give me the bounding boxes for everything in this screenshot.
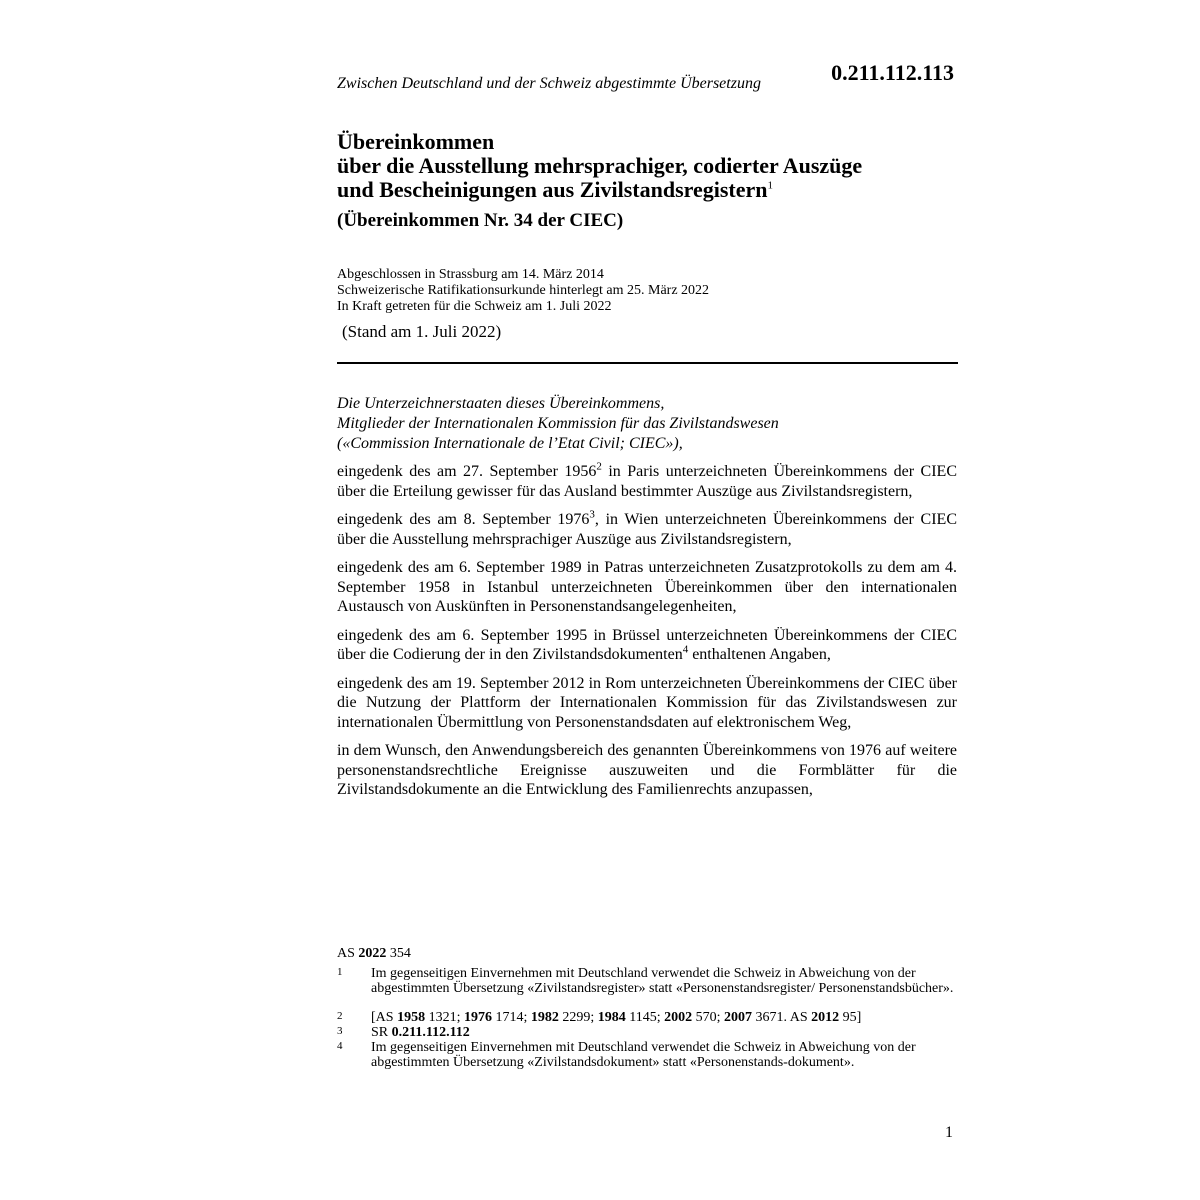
header-divider <box>337 362 958 364</box>
footnote-4 <box>337 1040 957 1070</box>
fn2-year: 1982 <box>530 1010 559 1025</box>
preamble-paragraph-1 <box>337 462 957 501</box>
footnote-text: Im gegenseitigen Einvernehmen mit Deutschland verwendet die Schweiz in Abweichung von der abgestimmten Übersetzung «Zivilstandsdokument» statt «Personenstands-dokument». <box>371 1040 916 1070</box>
footnote-ref-3: 3 <box>589 508 595 521</box>
title-line-3-text: und Bescheinigungen aus Zivilstandsregistern <box>337 177 768 202</box>
page-number: 1 <box>945 1124 953 1141</box>
preamble-paragraph-5: eingedenk des am 19. September 2012 in Rom unterzeichneten Übereinkommens der CIEC über die Nutzung der Plattform der Internationalen Kommission für das Zivilstandswesen zur internationalen Übermittlung von Personenstandsdaten auf elektronischem Weg, <box>337 674 957 731</box>
fn2-year: 1976 <box>463 1010 492 1025</box>
fn3-prefix: SR <box>371 1025 392 1040</box>
fn2-part: 95] <box>839 1010 862 1025</box>
as-year: 2022 <box>358 946 387 961</box>
fn2-part: 1321; <box>425 1010 464 1025</box>
translation-note: Zwischen Deutschland und der Schweiz abgestimmte Übersetzung <box>337 75 761 92</box>
footnote-text <box>371 1010 957 1025</box>
document-page <box>337 0 957 1200</box>
preamble-paragraph-4 <box>337 626 957 665</box>
paragraph-text: enthaltenen Angaben, <box>688 646 831 663</box>
document-title <box>337 130 957 202</box>
fn2-part: 1145; <box>625 1010 665 1025</box>
fn2-year: 1958 <box>397 1010 426 1025</box>
paragraph-text: eingedenk des am 8. September 1976 <box>337 511 590 528</box>
footnote-number: 1 <box>337 966 343 978</box>
as-reference <box>337 946 411 962</box>
date-concluded: Abgeschlossen in Strassburg am 14. März 2014 <box>337 267 604 282</box>
preamble-paragraph-3: eingedenk des am 6. September 1989 in Patras unterzeichneten Zusatzprotokolls zu dem am 4. September 1958 in Istanbul unterzeichneten Übereinkommen über den internationalen Austausch von Auskünften in Personenstandsangelegenheiten, <box>337 559 957 615</box>
preamble-paragraphs <box>337 462 957 809</box>
paragraph-text: in Paris unterzeichneten Übereinkommens der CIEC über die Erteilung gewisser für das Ausland bestimmter Auszüge aus Zivilstandsregistern, <box>337 463 958 500</box>
preamble-paragraph-6: in dem Wunsch, den Anwendungsbereich des genannten Übereinkommens von 1976 auf weitere personenstandsrechtliche Ereignisse auszuweiten und die Formblätter für die Zivilstandsdokumente an die Entwicklung des Familienrechts anzupassen, <box>337 742 957 798</box>
preamble-paragraph-2 <box>337 510 957 549</box>
fn2-part: 570; <box>692 1010 724 1025</box>
paragraph-text: eingedenk des am 27. September 1956 <box>337 463 597 480</box>
date-ratification: Schweizerische Ratifikationsurkunde hinterlegt am 25. März 2022 <box>337 283 710 298</box>
fn3-ref: 0.211.112.112 <box>391 1025 470 1040</box>
preamble-intro-line-2: Mitglieder der Internationalen Kommission für das Zivilstandswesen <box>337 415 779 432</box>
fn2-part: 3671. AS <box>752 1010 812 1025</box>
footnote-1 <box>337 966 957 1010</box>
preamble-intro-line-1: Die Unterzeichnerstaaten dieses Übereinkommens, <box>337 395 665 412</box>
preamble-intro <box>337 394 957 454</box>
footnote-text <box>371 1025 957 1040</box>
footnote-3 <box>337 1025 957 1040</box>
fn2-year: 1984 <box>597 1010 626 1025</box>
footnote-ref-4: 4 <box>682 643 689 656</box>
fn2-year: 2002 <box>664 1010 693 1025</box>
footnote-number: 4 <box>337 1040 343 1052</box>
footnote-number: 2 <box>337 1010 343 1022</box>
dates-block <box>337 267 709 315</box>
fn2-part: 1714; <box>491 1010 531 1025</box>
footnote-ref-2: 2 <box>596 460 602 473</box>
fn2-year: 2012 <box>811 1010 840 1025</box>
fn2-part: [AS <box>371 1010 398 1025</box>
document-subtitle: (Übereinkommen Nr. 34 der CIEC) <box>337 210 624 231</box>
paragraph-text: , in Wien unterzeichneten Übereinkommens der CIEC über die Ausstellung mehrsprachiger Auszüge aus Zivilstandsregistern, <box>337 511 957 548</box>
footnote-number: 3 <box>337 1025 343 1037</box>
preamble-intro-line-3: («Commission Internationale de l’Etat Civil; CIEC»), <box>337 435 683 452</box>
footnotes <box>337 966 957 1070</box>
paragraph-text: eingedenk des am 6. September 1995 in Brüssel unterzeichneten Übereinkommens der CIEC über die Codierung der in den Zivilstandsdokumenten <box>337 626 957 663</box>
title-line-1: Übereinkommen <box>337 129 495 154</box>
stand-date: (Stand am 1. Juli 2022) <box>342 322 502 341</box>
as-prefix: AS <box>337 946 359 961</box>
footnote-text: Im gegenseitigen Einvernehmen mit Deutschland verwendet die Schweiz in Abweichung von der abgestimmten Übersetzung «Zivilstandsregister» statt «Personenstandsregister/ Personenstandsbücher». <box>371 966 954 996</box>
sr-number: 0.211.112.113 <box>831 60 954 85</box>
fn2-part: 2299; <box>558 1010 598 1025</box>
title-line-2: über die Ausstellung mehrsprachiger, codierter Auszüge <box>337 153 863 178</box>
as-page: 354 <box>386 946 411 961</box>
date-in-force: In Kraft getreten für die Schweiz am 1. Juli 2022 <box>337 299 612 314</box>
title-line-3 <box>337 178 957 202</box>
footnote-2 <box>337 1010 957 1025</box>
fn2-year: 2007 <box>724 1010 752 1025</box>
footnote-ref-1: 1 <box>767 179 774 192</box>
